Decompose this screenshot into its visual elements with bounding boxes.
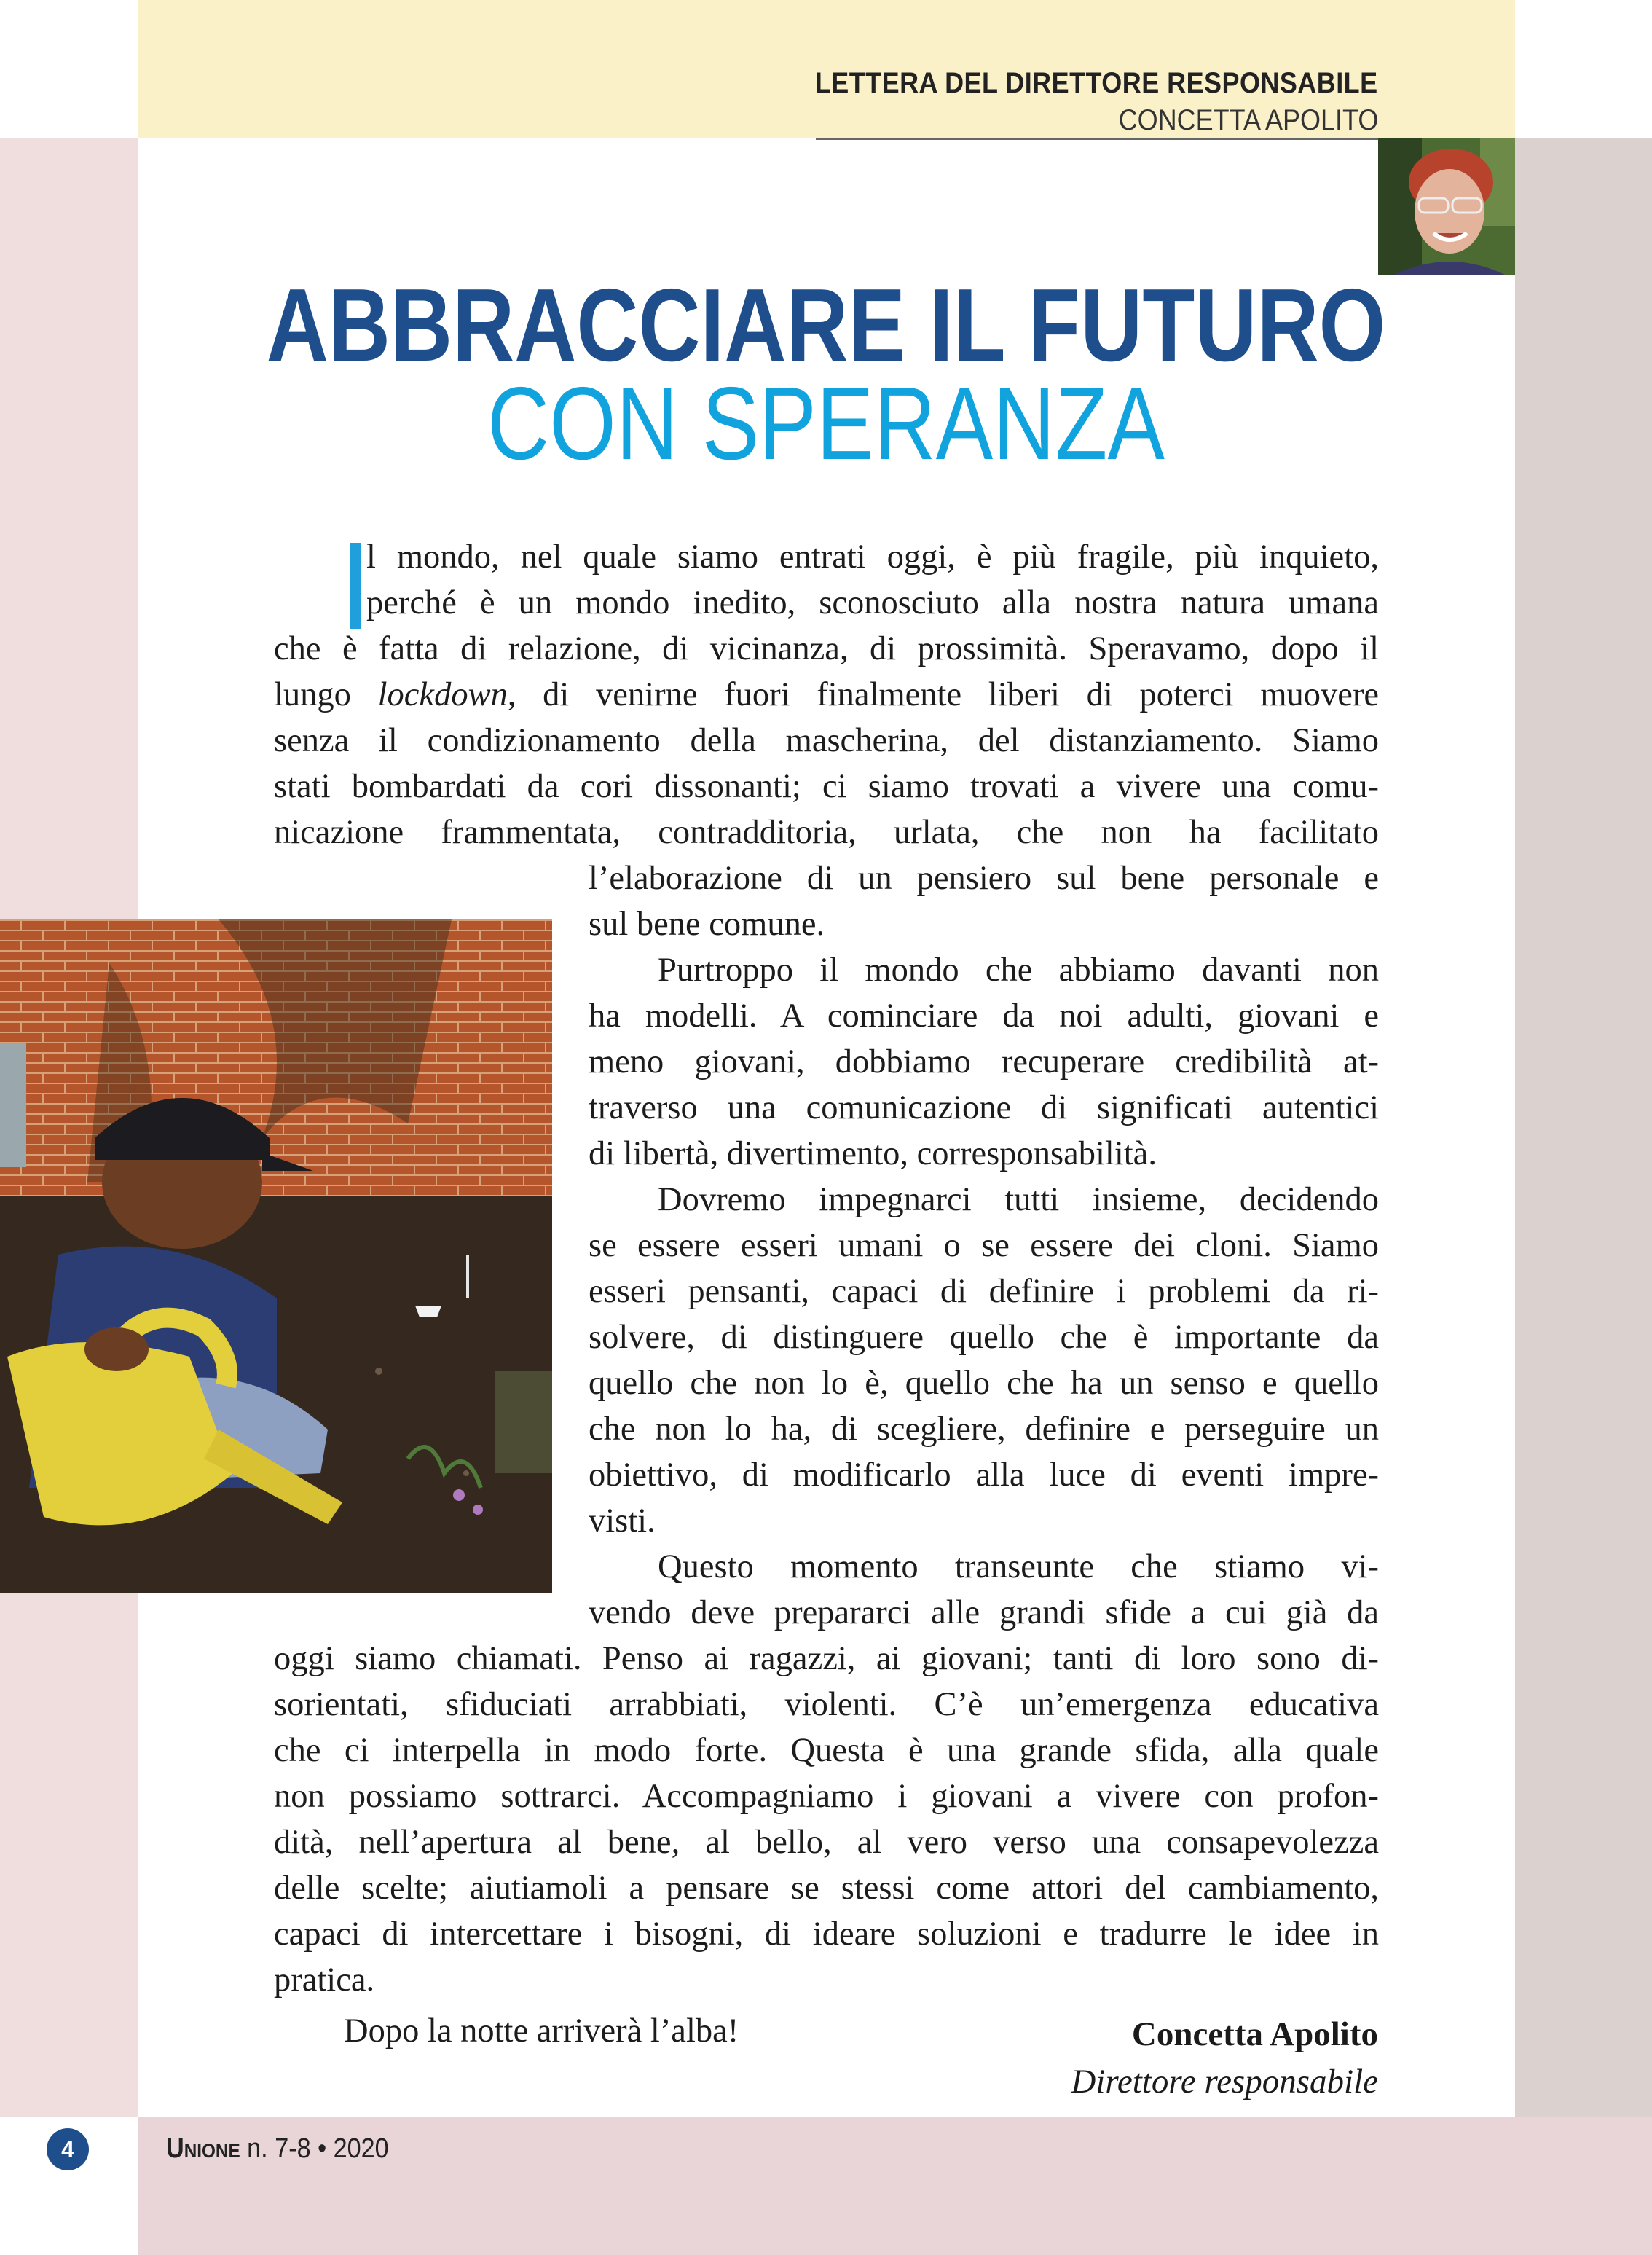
article-line: Dovremo impegnarci tutti insieme, decidendo xyxy=(658,1181,1379,1218)
article-line: vendo deve prepararci alle grandi sfide a cui già da xyxy=(589,1594,1379,1631)
garden-photo xyxy=(0,919,552,1593)
article-line: senza il condizionamento della mascherina, del distanziamento. Siamo xyxy=(274,722,1379,759)
header-author: CONCETTA APOLITO xyxy=(1118,104,1378,136)
section-title: LETTERA DEL DIRETTORE RESPONSABILE xyxy=(815,67,1378,99)
article-line: perché è un mondo inedito, sconosciuto alla nostra natura umana xyxy=(366,584,1379,621)
article-line: sorientati, sfiduciati arrabbiati, violenti. C’è un’emergenza educativa xyxy=(274,1686,1379,1723)
article-line: pratica. xyxy=(274,1961,375,1999)
article-line: ha modelli. A cominciare da noi adulti, giovani e xyxy=(589,997,1379,1035)
closing-line: Dopo la notte arriverà l’alba! xyxy=(344,2012,739,2050)
article-line: oggi siamo chiamati. Penso ai ragazzi, ai giovani; tanti di loro sono di- xyxy=(274,1640,1379,1677)
article-line: obiettivo, di modificarlo alla luce di eventi impre- xyxy=(589,1456,1379,1494)
signature-role: Direttore responsabile xyxy=(1071,2063,1378,2101)
article-line: nicazione frammentata, contradditoria, urlata, che non ha facilitato xyxy=(274,814,1379,851)
article-line: meno giovani, dobbiamo recuperare credibilità at- xyxy=(589,1043,1379,1081)
headline-line-1: ABBRACCIARE IL FUTURO xyxy=(266,267,1386,383)
drop-cap xyxy=(350,543,361,629)
article-line: che ci interpella in modo forte. Questa è una grande sfida, alla quale xyxy=(274,1732,1379,1769)
page-number-badge: 4 xyxy=(47,2128,89,2170)
article-line: lungo lockdown, di venirne fuori finalmente liberi di poterci muovere xyxy=(274,676,1379,713)
article-line: Purtroppo il mondo che abbiamo davanti non xyxy=(658,952,1379,989)
magazine-name: Unione xyxy=(166,2133,240,2164)
author-portrait xyxy=(1378,138,1515,275)
article-line: esseri pensanti, capaci di definire i problemi da ri- xyxy=(589,1273,1379,1310)
article-line: visti. xyxy=(589,1502,656,1540)
article-line: l mondo, nel quale siamo entrati oggi, è più fragile, più inquieto, xyxy=(366,538,1379,576)
article-line: dità, nell’apertura al bene, al bello, al vero verso una consapevolezza xyxy=(274,1824,1379,1861)
article-line: capaci di intercettare i bisogni, di ideare soluzioni e tradurre le idee in xyxy=(274,1915,1379,1953)
article-line: solvere, di distinguere quello che è importante da xyxy=(589,1319,1379,1356)
article-line: che non lo ha, di scegliere, definire e perseguire un xyxy=(589,1411,1379,1448)
article-line: delle scelte; aiutiamoli a pensare se stessi come attori del cambiamento, xyxy=(274,1870,1379,1907)
footer-issue xyxy=(166,2133,389,2165)
issue-info: n. 7-8 • 2020 xyxy=(247,2133,389,2164)
emphasis-word: lockdown xyxy=(377,676,508,713)
header-rule xyxy=(816,138,1378,140)
article-line: traverso una comunicazione di significati autentici xyxy=(589,1089,1379,1126)
article-line: se essere esseri umani o se essere dei cloni. Siamo xyxy=(589,1227,1379,1264)
article-line: stati bombardati da cori dissonanti; ci siamo trovati a vivere una comu- xyxy=(274,768,1379,805)
article-line: che è fatta di relazione, di vicinanza, di prossimità. Speravamo, dopo il xyxy=(274,630,1379,667)
article-line: di libertà, divertimento, corresponsabilità. xyxy=(589,1135,1157,1172)
article-line: l’elaborazione di un pensiero sul bene personale e xyxy=(589,860,1379,897)
right-margin-band xyxy=(1515,138,1652,2117)
article-line: non possiamo sottrarci. Accompagniamo i giovani a vivere con profon- xyxy=(274,1778,1379,1815)
article-line: quello che non lo è, quello che ha un senso e quello xyxy=(589,1365,1379,1402)
article-line: Questo momento transeunte che stiamo vi- xyxy=(658,1548,1379,1585)
article-line: sul bene comune. xyxy=(589,906,825,943)
headline-line-2: CON SPERANZA xyxy=(487,366,1165,482)
signature-name: Concetta Apolito xyxy=(1131,2015,1378,2053)
